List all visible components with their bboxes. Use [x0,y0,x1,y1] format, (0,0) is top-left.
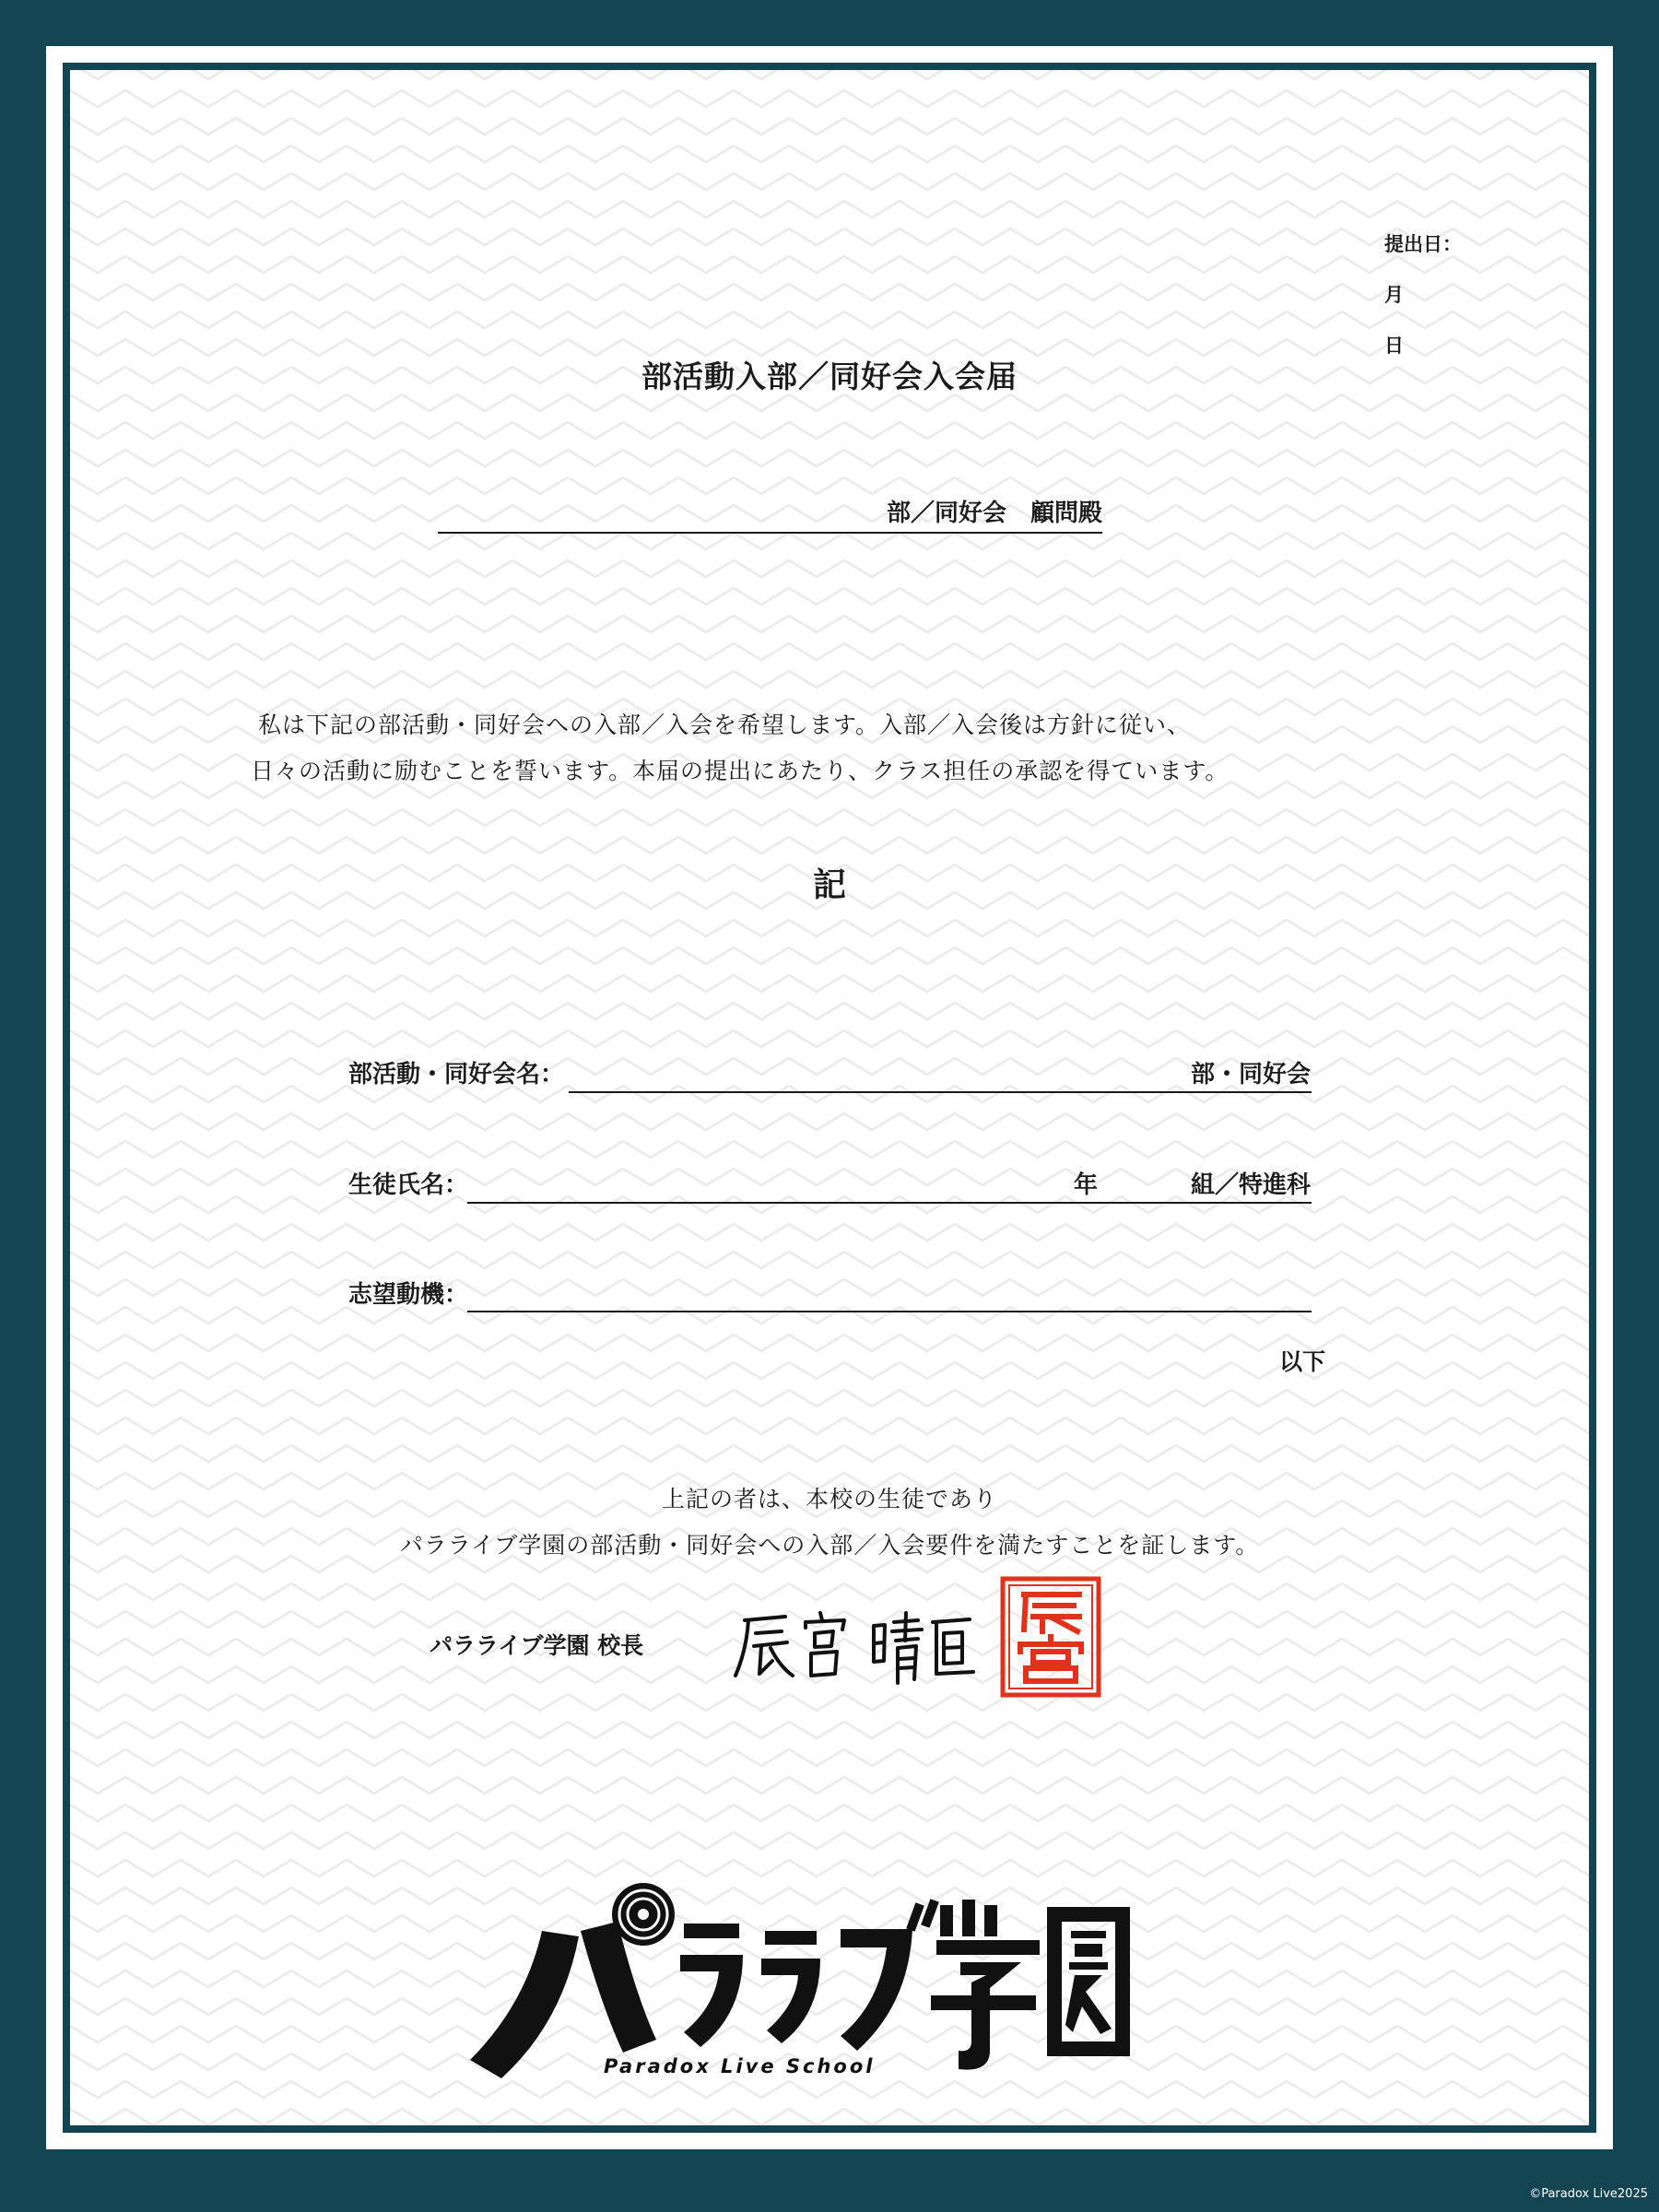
submission-date [1371,206,1493,359]
body-paragraph [251,702,1272,794]
ki-heading: 記 [812,865,846,904]
day-label: 日 [1384,334,1404,357]
body-line-2: 日々の活動に励むことを誓います。本届の提出にあたり、クラス担任の承認を得ています。 [251,758,1230,784]
student-name-label: 生徒氏名： [348,1171,469,1199]
principal-seal [1000,1576,1101,1698]
school-logo [442,1866,1143,2088]
motivation-field[interactable] [467,1277,1312,1312]
body-line-1: 私は下記の部活動・同好会への入部／入会を希望します。入部／入会後は方針に従い、 [258,712,1192,738]
principal-label: パラライブ学園 校長 [429,1632,644,1659]
month-label: 月 [1384,283,1404,306]
club-name-label: 部活動・同好会名： [348,1061,565,1088]
class-label: 組／特進科 [1190,1171,1311,1199]
club-suffix: 部・同好会 [1190,1061,1311,1088]
certification-line-1: 上記の者は、本校の生徒であり [661,1486,997,1512]
student-name-field[interactable] [467,1169,1312,1204]
submission-date-label: 提出日： [1384,232,1462,255]
grade-label: 年 [1074,1171,1099,1199]
addressee-text: 部／同好会 顧問殿 [886,500,1102,527]
copyright-text: ©Paradox Live2025 [1529,2187,1648,2201]
certification-line-2: パラライブ学園の部活動・同好会への入部／入会要件を満たすことを証します。 [399,1532,1260,1559]
motivation-label: 志望動機： [348,1281,469,1309]
principal-signature [728,1594,986,1696]
closing-text: 以下 [1278,1348,1325,1375]
document-title: 部活動入部／同好会入会届 [641,359,1018,394]
logo-english-text: Paradox Live School [604,2055,876,2077]
addressee-field[interactable] [438,499,1102,534]
